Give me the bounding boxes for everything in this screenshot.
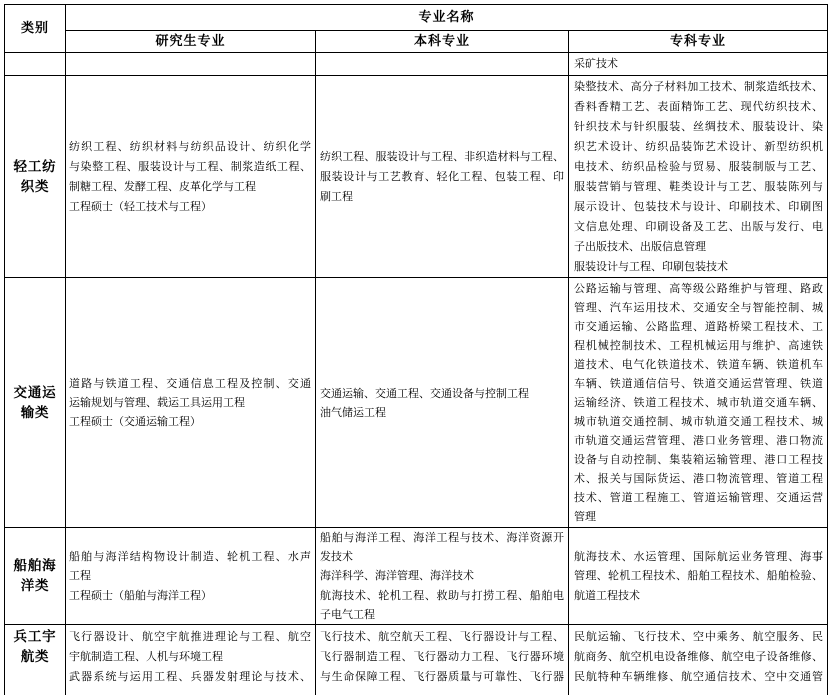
- paragraph: [320, 384, 564, 403]
- text-line: 工程: [69, 569, 91, 583]
- header-row-2: [5, 31, 828, 53]
- text-line: 与染整工程、服装设计与工程、制浆造纸工程、: [69, 159, 311, 173]
- text-line: 服装营销与管理、鞋类设计与工艺、服装陈列与: [574, 179, 823, 193]
- text-line: 电技术、纺织品检验与贸易、服装制版与工艺、: [574, 159, 823, 173]
- category-cell: [5, 76, 66, 278]
- text-line: 发技术: [320, 550, 353, 564]
- text-line: 飞行器制造工程、飞行器动力工程、飞行器环境: [320, 650, 564, 664]
- text-line: 航海技术、轮机工程、救助与打捞工程、船舶电: [320, 588, 564, 602]
- text-line: 术、报关与国际货运、港口物流管理、管道工程: [574, 472, 823, 485]
- paragraph: [320, 528, 564, 566]
- text-line: 公路运输与管理、高等级公路维护与管理、路政: [574, 282, 823, 295]
- text-line: 设备与自动控制、集装箱运输管理、港口工程技: [574, 453, 823, 466]
- text-line: 航道工程技术: [574, 588, 640, 602]
- paragraph: [69, 627, 311, 667]
- text-line: 技术、管道工程施工、管道运输管理、交通运营: [574, 491, 823, 504]
- paragraph: [69, 547, 311, 585]
- category-cell: [5, 528, 66, 625]
- text-line: 航商务、航空机电设备维修、航空电子设备维修、: [574, 650, 823, 664]
- text-line: 船舶与海洋工程、海洋工程与技术、海洋资源开: [320, 531, 564, 544]
- undergraduate-cell: [316, 625, 569, 695]
- text-line: 工程硕士（交通运输工程）: [69, 415, 201, 428]
- paragraph: [69, 412, 311, 431]
- paragraph: [574, 279, 823, 526]
- paragraph: [320, 147, 564, 207]
- paragraph: [69, 667, 311, 687]
- text-line: 服装设计与工程、印刷包装技术: [574, 259, 728, 273]
- paragraph: [574, 627, 823, 687]
- text-line: 服装设计与工艺教育、轻化工程、包装工程、印: [320, 169, 564, 183]
- text-line: 程机械控制技术、工程机械运用与维护、高速铁: [574, 339, 823, 352]
- paragraph: [69, 137, 311, 197]
- text-line: 展示设计、包装技术与设计、印刷技术、印刷图: [574, 199, 823, 213]
- text-line: 道路与铁道工程、交通信息工程及控制、交通: [69, 377, 311, 390]
- text-line: 与生命保障工程、飞行器质量与可靠性、飞行器: [320, 670, 564, 684]
- text-line: 纺织工程、服装设计与工程、非织造材料与工程、: [320, 149, 564, 163]
- junior-college-cell: [569, 53, 828, 76]
- category-cell: [5, 278, 66, 528]
- graduate-cell: [66, 76, 316, 278]
- paragraph: [320, 566, 564, 585]
- undergraduate-cell: [316, 53, 569, 76]
- undergraduate-cell: [316, 528, 569, 625]
- header-undergraduate: 本科专业: [316, 31, 569, 53]
- paragraph: [574, 54, 823, 73]
- text-line: 刷工程: [320, 189, 353, 203]
- text-line: 海洋科学、海洋管理、海洋技术: [320, 569, 474, 583]
- category-cell: [5, 625, 66, 695]
- text-line: 纺织工程、纺织材料与纺织品设计、纺织化学: [69, 139, 311, 153]
- text-line: 针织技术与针织服装、丝绸技术、服装设计、染: [574, 119, 823, 133]
- text-line: 航海技术、水运管理、国际航运业务管理、海事: [574, 550, 823, 564]
- text-line: 子出版技术、出版信息管理: [574, 239, 706, 253]
- paragraph: [574, 547, 823, 605]
- text-line: 交通运输、交通工程、交通设备与控制工程: [320, 386, 529, 400]
- junior-college-cell: [569, 278, 828, 528]
- text-line: 飞行技术、航空航天工程、飞行器设计与工程、: [320, 630, 564, 644]
- text-line: 管理: [574, 510, 596, 523]
- paragraph: [320, 403, 564, 422]
- paragraph: [69, 374, 311, 412]
- header-graduate: 研究生专业: [66, 31, 316, 53]
- text-line: 飞行器设计、航空宇航推进理论与工程、航空: [69, 630, 311, 644]
- undergraduate-cell: [316, 278, 569, 528]
- paragraph: [320, 627, 564, 687]
- paragraph: [69, 586, 311, 605]
- category-label: 兵工宇航类: [13, 629, 57, 666]
- text-line: 道技术、电气化铁道技术、铁道车辆、铁道机车: [574, 358, 823, 371]
- text-line: 管理、轮机工程技术、船舶工程技术、船舶检验、: [574, 569, 823, 583]
- text-line: 文信息处理、印刷设备及工艺、出版与发行、电: [574, 219, 823, 233]
- junior-college-cell: [569, 76, 828, 278]
- text-line: 运输经济、铁道工程技术、城市轨道交通车辆、: [574, 396, 823, 409]
- row-ship-ocean: [5, 528, 828, 625]
- text-line: 管理、汽车运用技术、交通安全与智能控制、城: [574, 301, 823, 314]
- text-line: 民航特种车辆维修、航空通信技术、空中交通管: [574, 670, 823, 684]
- category-cell: [5, 53, 66, 76]
- text-line: 市交通运输、公路监理、道路桥梁工程技术、工: [574, 320, 823, 333]
- text-line: 子电气工程: [320, 607, 375, 621]
- paragraph: [574, 257, 823, 277]
- junior-college-cell: [569, 625, 828, 695]
- row-light-industry-textile: [5, 76, 828, 278]
- majors-table: [4, 4, 828, 695]
- text-line: 车辆、铁道通信信号、铁道交通运营管理、铁道: [574, 377, 823, 390]
- text-line: 油气储运工程: [320, 405, 386, 419]
- paragraph: [574, 77, 823, 257]
- text-line: 织艺术设计、纺织品装饰艺术设计、新型纺织机: [574, 139, 823, 153]
- header-junior-college: 专科专业: [569, 31, 828, 53]
- category-label: 轻工纺织类: [13, 158, 57, 195]
- text-line: 工程硕士（轻工技术与工程）: [69, 199, 212, 213]
- graduate-cell: [66, 625, 316, 695]
- row-transportation: [5, 278, 828, 528]
- text-line: 运输规划与管理、载运工具运用工程: [69, 396, 245, 409]
- graduate-cell: [66, 53, 316, 76]
- text-line: 染整技术、高分子材料加工技术、制浆造纸技术、: [574, 79, 823, 93]
- text-line: 宇航制造工程、人机与环境工程: [69, 650, 223, 664]
- undergraduate-cell: [316, 76, 569, 278]
- text-line: 城市轨道交通控制、城市轨道交通工程技术、城: [574, 415, 823, 428]
- text-line: 制糖工程、发酵工程、皮革化学与工程: [69, 179, 256, 193]
- header-major-name: 专业名称: [66, 5, 828, 31]
- text-line: 工程硕士（船舶与海洋工程）: [69, 588, 212, 602]
- graduate-cell: [66, 528, 316, 625]
- text-line: 采矿技术: [574, 57, 618, 71]
- graduate-cell: [66, 278, 316, 528]
- text-line: 香料香精工艺、表面精饰工艺、现代纺织技术、: [574, 99, 823, 113]
- header-row-1: [5, 5, 828, 31]
- text-line: 市轨道交通运营管理、港口业务管理、港口物流: [574, 434, 823, 447]
- row-ordnance-aerospace: [5, 625, 828, 695]
- junior-college-cell: [569, 528, 828, 625]
- row-continuation: [5, 53, 828, 76]
- header-category: 类别: [5, 5, 66, 53]
- text-line: 武器系统与运用工程、兵器发射理论与技术、: [69, 670, 311, 684]
- paragraph: [69, 197, 311, 217]
- text-line: 民航运输、飞行技术、空中乘务、航空服务、民: [574, 630, 823, 644]
- text-line: 船舶与海洋结构物设计制造、轮机工程、水声: [69, 550, 311, 564]
- category-label: 交通运输类: [13, 384, 57, 421]
- paragraph: [320, 586, 564, 624]
- category-label: 船舶海洋类: [13, 558, 57, 594]
